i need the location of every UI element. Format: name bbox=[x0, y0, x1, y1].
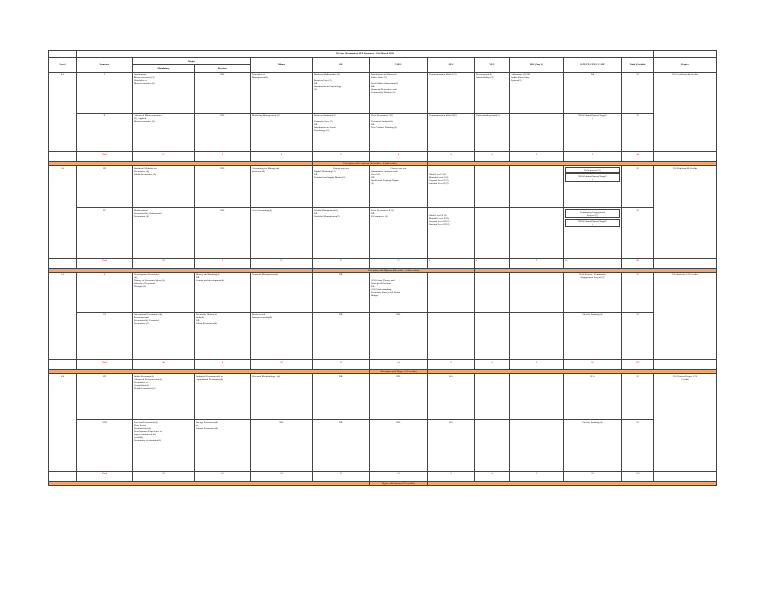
ojt-cell: Nil bbox=[564, 72, 622, 113]
table-row bbox=[49, 166, 717, 208]
mandatory-cell: Law and Economics(4), Time Series Econometrics(4), Development Experience of major countries of the world(4), Economics of education(2) bbox=[133, 420, 195, 471]
minor-cell: Principles of Management(2) bbox=[251, 72, 313, 113]
minor-cell: Research Methodology : (4) bbox=[251, 374, 313, 420]
semester-cell: III bbox=[77, 166, 133, 208]
table-row bbox=[49, 272, 717, 312]
aec-cell: Communication Skills II(2) bbox=[428, 113, 475, 151]
table-row bbox=[49, 113, 717, 151]
electives-cell: NIL bbox=[195, 208, 251, 258]
total-row: Total 12 0 4 8 8 4 4 2 2 44 bbox=[49, 151, 717, 161]
semester-cell: I bbox=[77, 72, 133, 113]
total-row: Total 76 16 24 12 14 8 4 2 20 176 bbox=[49, 471, 717, 481]
electives-cell: NIL bbox=[195, 72, 251, 113]
aec-cell: Hindi Level I (2) Marathi Level I (2) Gujarati Level I (2) Sanskrit Level I (2) bbox=[428, 166, 475, 208]
electives-cell: NIL bbox=[195, 166, 251, 208]
oe-cell: Business Mathematics (2) Business Law (2) OR Introduction to Psychology (2) bbox=[313, 72, 370, 113]
vsec-cell: Introduction to Microsoft Office Suite (2) Stock Market Operation(2) OR Financial Derivatives and Commodity Markets (2) bbox=[370, 72, 428, 113]
semester-cell: V bbox=[77, 272, 133, 312]
mandatory-cell: Mathematical Economics(4), Behavioural Economics (4) bbox=[133, 208, 195, 258]
header-iks: IKS (Any 1) bbox=[510, 58, 564, 72]
total-cell: 22 bbox=[622, 374, 654, 420]
oe-cell bbox=[313, 113, 370, 151]
total-cell: 22 bbox=[622, 72, 654, 113]
total-cell: 22 bbox=[622, 272, 654, 312]
degree-cell: UG Bachelor 132 Credits bbox=[654, 272, 717, 359]
vsec-cell bbox=[370, 113, 428, 151]
mandatory-cell: Statistical Methods for Economics (4), Public Economics (4) bbox=[133, 166, 195, 208]
minor-cell: Financial Management(4) bbox=[251, 272, 313, 312]
vec-cell: Environment & Sustainability (2) bbox=[475, 72, 510, 113]
oe-cell: NIL bbox=[313, 420, 370, 471]
ojt-cell: On Job Training (4) bbox=[564, 420, 622, 471]
total-row: Total 48 8 20 12 14 8 4 2 16 132 bbox=[49, 360, 717, 370]
header-aec: AEC bbox=[428, 58, 475, 72]
mandatory-cell: Indian Economy(4), Advanced Econometrics(4), Economics of Geopolitics(4), Health Economics(2) bbox=[133, 374, 195, 420]
header-ojt: OJT, FP, CEP, CC, RP bbox=[564, 58, 622, 72]
table-row bbox=[49, 72, 717, 113]
exit-option-certificate: Exit option with Certificate (44 credits + 4 skill credits) bbox=[313, 162, 428, 166]
degree-cell: UG Honors Degree 176 Credits bbox=[654, 374, 717, 471]
aec-cell: Communication Skills I (2) bbox=[428, 72, 475, 113]
vsec-cell: R for Economics II (2) OR E-Commerce (2) bbox=[370, 208, 428, 258]
header-total: Total (Credits) bbox=[622, 58, 654, 72]
vsec-cell: Choose any one Quantitative Analysis with Excel (2) OR Intellectual Property Rights (2) bbox=[370, 166, 428, 208]
level-cell: 5.5 bbox=[49, 272, 77, 359]
total-cell: 22 bbox=[622, 208, 654, 258]
oe-cell: NIL bbox=[313, 272, 370, 312]
minor-cell: Cost Accounting(4) bbox=[251, 208, 313, 258]
sheet-title: B.Com. (Economics) SEP Structure - 21st March 2024 bbox=[77, 51, 654, 58]
table-row bbox=[49, 312, 717, 359]
semester-cell: VIII bbox=[77, 420, 133, 471]
header-vsec: VSEC bbox=[370, 58, 428, 72]
minor-cell: Business and Entrepreneurship(4) bbox=[251, 312, 313, 359]
vsec-item: Technical Analysis(2) OR New Venture Planning (2) bbox=[371, 120, 398, 130]
total-label: Total bbox=[77, 151, 133, 161]
degree-with-honours: Degree with honours (176 credits ) bbox=[370, 481, 428, 485]
mandatory-cell: Introductory Microeconomics (3), Principles of Macroeconomics (3) bbox=[133, 72, 195, 113]
aec-cell: N/A bbox=[428, 420, 475, 471]
ojt-cell: NSS/Cultural/Sports/Yoga(2 ) bbox=[564, 113, 622, 151]
mandatory-cell: Development Economics (4), History of Economic Ideas (4), Schools of Economic Thought (2) bbox=[133, 272, 195, 312]
minor-cell: Marketing Management (2) bbox=[251, 113, 313, 151]
oe-cell: Wealth Management(2), OR Portfolio Management(2) bbox=[313, 208, 370, 258]
credit-structure-table bbox=[48, 50, 717, 486]
credit-structure-sheet bbox=[48, 50, 716, 486]
electives-cell: Energy Economics(4) or Labour Economics(4) bbox=[195, 420, 251, 471]
aec-cell: N/A bbox=[428, 374, 475, 420]
header-minor: Minor bbox=[251, 58, 313, 72]
oe-item: Corporate Law (2) OR Introduction to Social Psychology (2) bbox=[314, 120, 336, 133]
oe-cell: NIL bbox=[313, 374, 370, 420]
total-cell: 22 bbox=[622, 166, 654, 208]
exit-option-degree: Exit option with Degree (132 credits) bbox=[370, 370, 428, 374]
exit-option-diploma: Exit option with Diploma (88 credits + 4 skill credits) bbox=[313, 268, 475, 272]
total-cell: 22 bbox=[622, 312, 654, 359]
minor-cell: Accounting for Managerial decisions (4) bbox=[251, 166, 313, 208]
vsec-cell: NIL bbox=[370, 420, 428, 471]
mandatory-cell: Advanced Microeconomics (3), Applied Macroeconomics (3) bbox=[133, 113, 195, 151]
ojt-cell: On Job Training (4) bbox=[564, 312, 622, 359]
vsec-item: R for Economics I (2) bbox=[371, 114, 393, 118]
electives-cell: Money and Banking(4) OR Gender and development(4) bbox=[195, 272, 251, 312]
degree-cell: UG Diploma 88 Credits bbox=[654, 166, 717, 258]
header-electives: Electives bbox=[195, 65, 251, 72]
electives-cell: Economic History of India(4) OR Urban Economics(4) bbox=[195, 312, 251, 359]
ojt-cell: N/A bbox=[564, 374, 622, 420]
vsec-cell: NIL bbox=[370, 374, 428, 420]
iks-cell: Arthasastra (2) OR Indian Knowledge System(2) bbox=[510, 72, 564, 113]
total-cell: 22 bbox=[622, 420, 654, 471]
ojt-cell: Community Engagement Project (2), NSS/Cultural/Sports/Yoga(2 ) bbox=[564, 208, 622, 258]
choose-note: Choose any one bbox=[333, 166, 349, 170]
electives-cell: Industrial Economics(4) or Agricultural Economics(4) bbox=[195, 374, 251, 420]
semester-cell: VII bbox=[77, 374, 133, 420]
vsec-cell: (VS) Game Theory and Strategic Behaviour OR (VS) Understanding Economic Survey and Union Budget bbox=[370, 272, 428, 312]
ojt-cell: Field Project / Community Engagement Project (2) bbox=[564, 272, 622, 312]
choose-note: Choose any one bbox=[390, 166, 407, 170]
level-cell: 4.5 bbox=[49, 72, 77, 151]
semester-cell: VI bbox=[77, 312, 133, 359]
exit-banner bbox=[49, 481, 717, 485]
oe-cell: Choose any one Digital Marketing( 2) OR Demand and Supply Market(2) bbox=[313, 166, 370, 208]
aec-cell: Hindi Level II (2) Marathi Level II (2) Gujarati Level II (2) Sanskrit Level II (2) bbox=[428, 208, 475, 258]
total-row: Total 28 0 12 12 12 8 4 2 10 88 bbox=[49, 258, 717, 268]
mandatory-cell: International Economics (4), Environmental Economics(4), Financial Economics (2) bbox=[133, 312, 195, 359]
header-vec: VEC bbox=[475, 58, 510, 72]
level-cell: 6.0 bbox=[49, 374, 77, 471]
vsec-cell: NIL bbox=[370, 312, 428, 359]
semester-cell: II bbox=[77, 113, 133, 151]
electives-cell: NIL bbox=[195, 113, 251, 151]
semester-cell: IV bbox=[77, 208, 133, 258]
vec-cell: Understanding India(2) bbox=[475, 113, 510, 151]
header-mandatory: Mandatory bbox=[133, 65, 195, 72]
header-semester: Semester bbox=[77, 58, 133, 72]
header-degree: Degree bbox=[654, 58, 717, 72]
ojt-cell: Field project (2), NSS/Cultural/Sports/Yoga(2 ) bbox=[564, 166, 622, 208]
header-oe: OE bbox=[313, 58, 370, 72]
minor-cell: NIL bbox=[251, 420, 313, 471]
table-row bbox=[49, 420, 717, 471]
oe-item: Business Statistics(2) bbox=[314, 114, 336, 118]
degree-cell: UG Certificate 44 Credits bbox=[654, 72, 717, 151]
level-cell: 5.0 bbox=[49, 166, 77, 258]
oe-cell: NIL bbox=[313, 312, 370, 359]
table-row bbox=[49, 374, 717, 420]
total-cell: 22 bbox=[622, 113, 654, 151]
table-row bbox=[49, 208, 717, 258]
header-level: Level bbox=[49, 58, 77, 72]
header-major: Major bbox=[133, 58, 251, 65]
